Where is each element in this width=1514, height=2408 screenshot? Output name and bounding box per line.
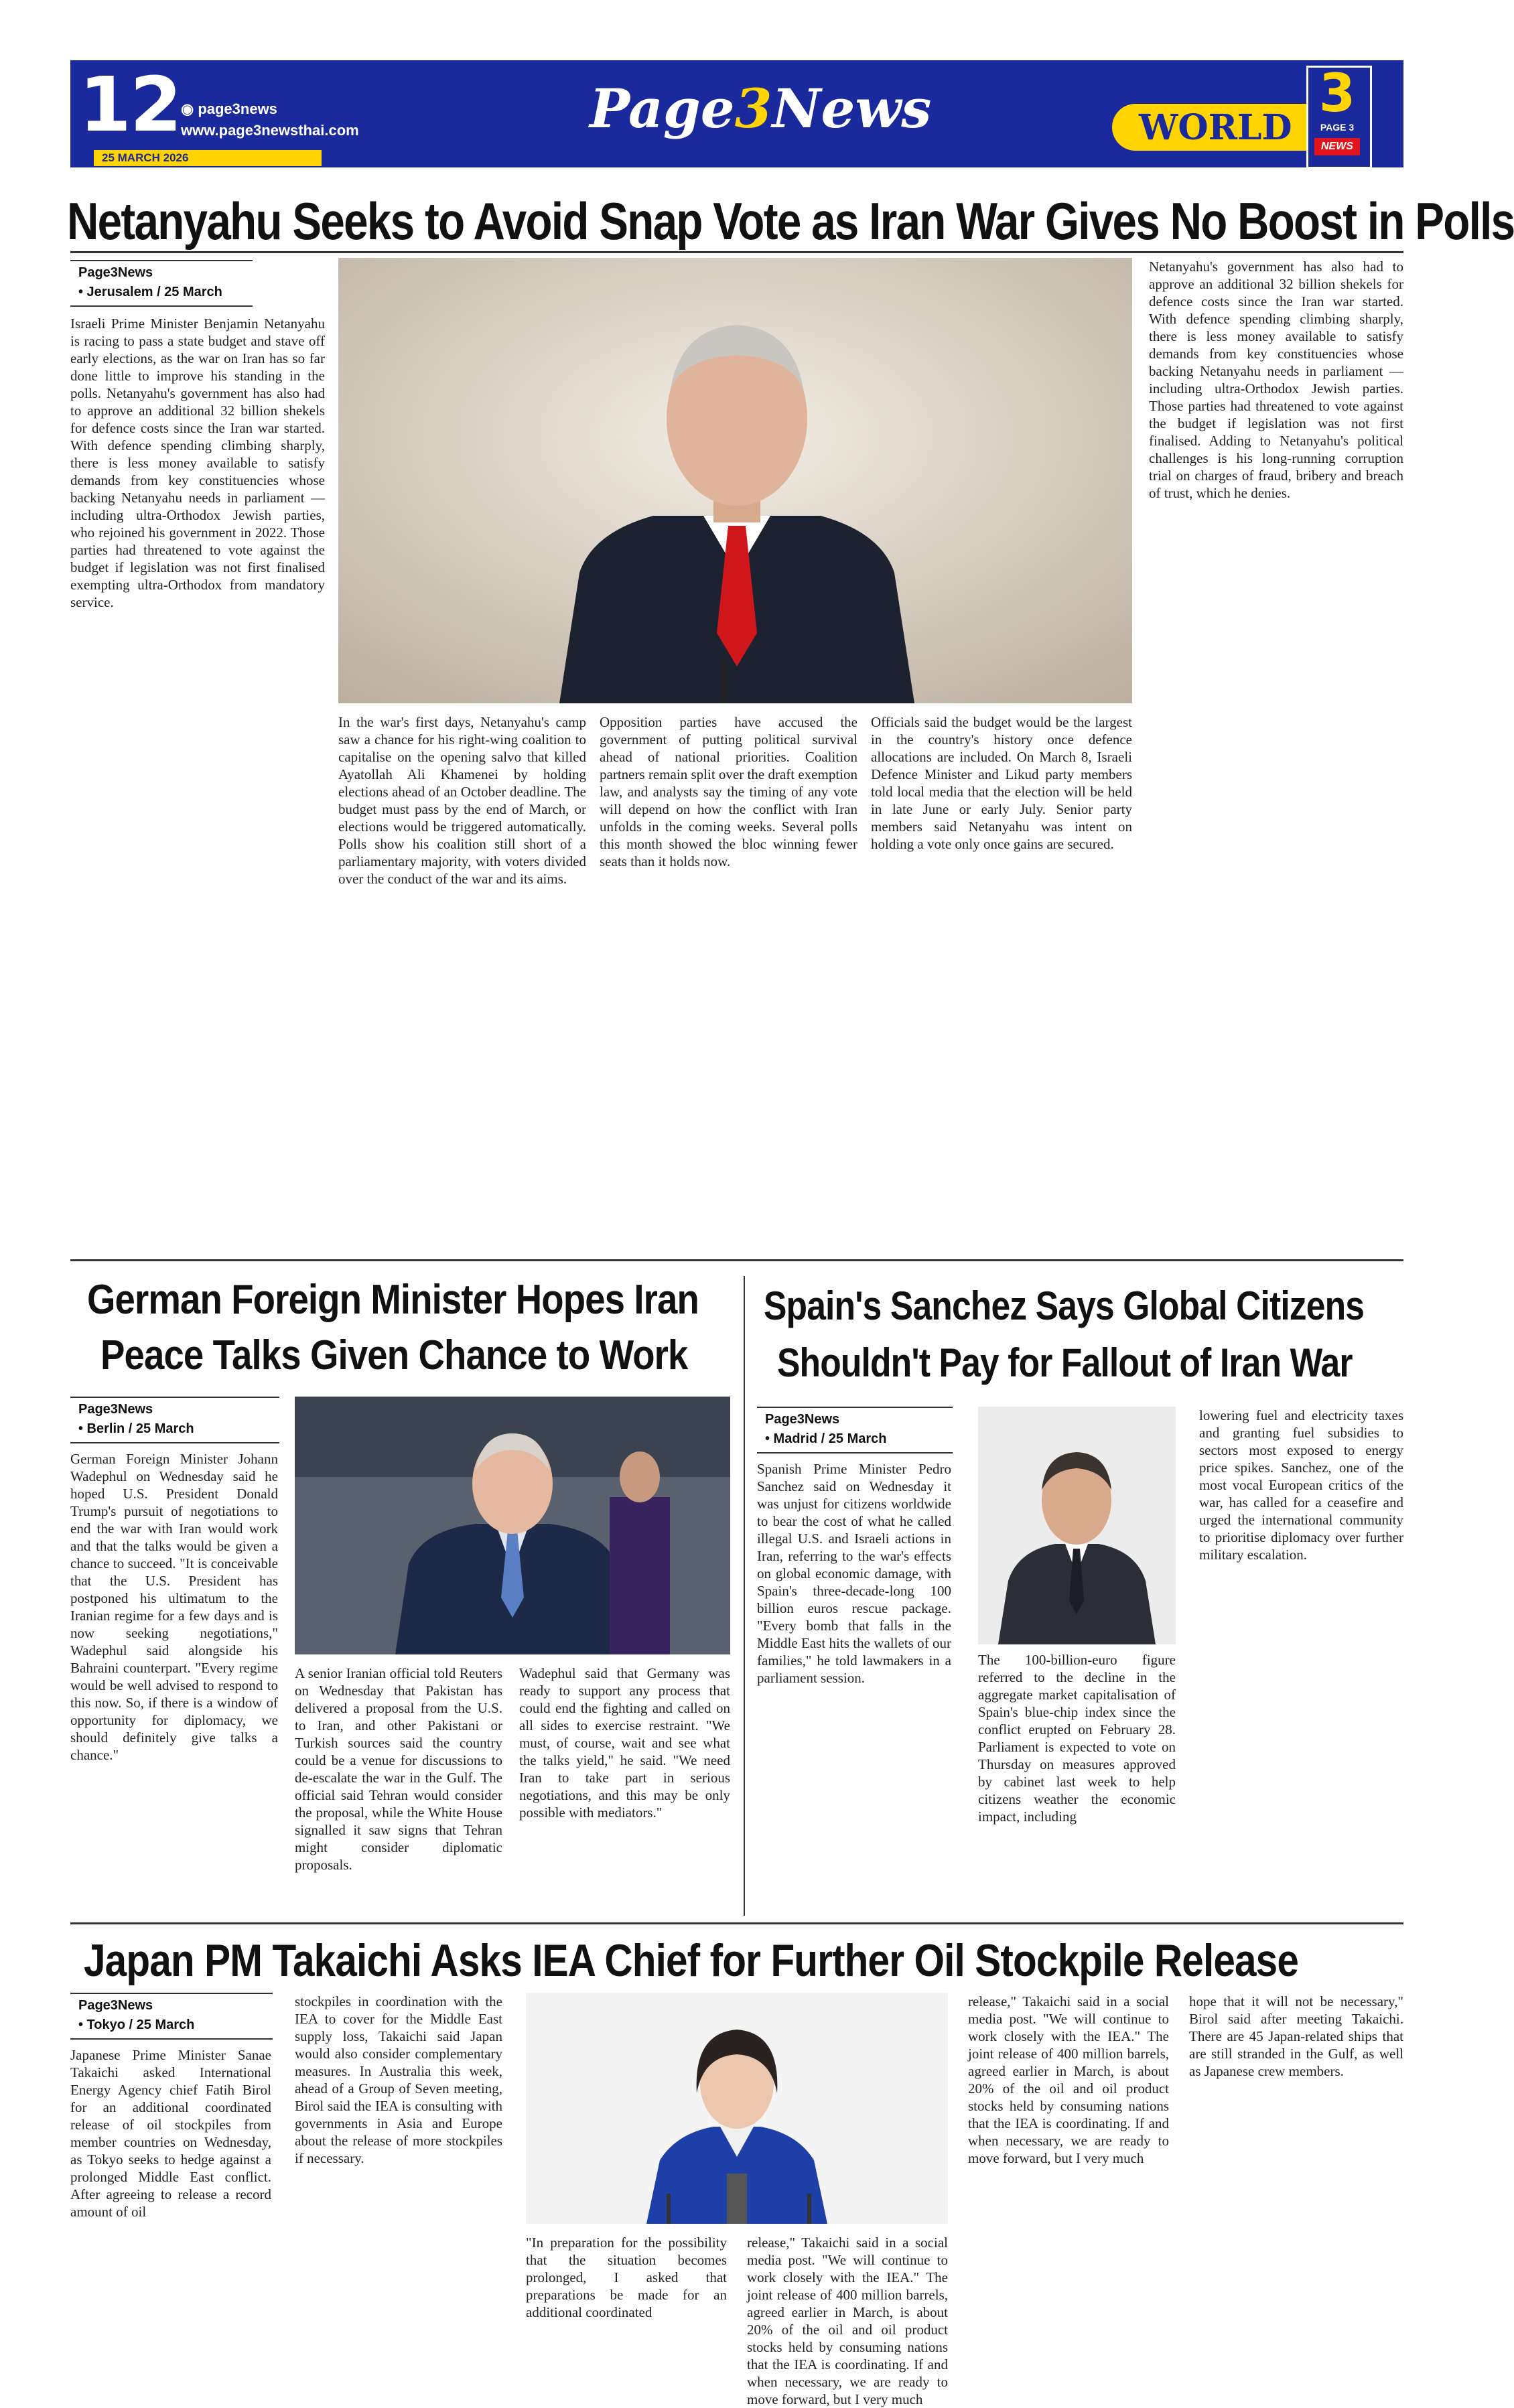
article4-headline: Japan PM Takaichi Asks IEA Chief for Further Oil Stockpile Release: [84, 1935, 1299, 1986]
sanchez-photo-illustration: [978, 1407, 1176, 1644]
brand-logo: [590, 70, 932, 147]
byline-source: Page3News: [78, 265, 153, 280]
byline-place: • Jerusalem / 25 March: [78, 285, 222, 299]
article2-column-1: [70, 1450, 278, 1912]
article4-photo: [526, 1993, 948, 2224]
website-link[interactable]: www.page3newsthai.com: [181, 122, 359, 139]
article1-column-3: [600, 713, 857, 1249]
article1-headline: Netanyahu Seeks to Avoid Snap Vote as Iran War Gives No Boost in Polls: [67, 192, 1514, 251]
byline-source: Page3News: [78, 1402, 153, 1417]
article3-column-1: [757, 1460, 951, 1916]
article4-column-3b: [747, 2234, 948, 2407]
article2-headline-line2: Peace Talks Given Chance to Work: [100, 1332, 688, 1378]
article1-column-1: [70, 315, 325, 1253]
article2-byline: [70, 1397, 279, 1443]
article4-column-2: [295, 1993, 502, 2328]
article4-column-4: [968, 1993, 1169, 2328]
article4-text-5: hope that it will not be necessary," Birol said after meeting Takaichi. There are 45 Japan-related ships that are still stranded in the Gulf, as well as Japanese crew members.: [1189, 1993, 1403, 2079]
article3-text-1: Spanish Prime Minister Pedro Sanchez said on Wednesday it was unjust for citizens worldwide to bear the cost of what he called illegal U.S. and Israeli actions in Iran, referring to the war's effects on global economic damage, with Spain's three-decade-long 100 billion euros rescue package. "Every bomb that falls in the Middle East hits the wallets of our families," he told lawmakers in a parliament session.: [757, 1461, 951, 1686]
brand-three: 3: [734, 77, 772, 140]
article4-text-1: Japanese Prime Minister Sanae Takaichi asked International Energy Agency chief Fatih Birol for an additional coordinated release of oil stockpiles from member countries on Wednesday, as Tokyo seeks to hedge against a prolonged Middle East conflict. After agreeing to release a record amount of oil: [70, 2047, 271, 2220]
article2-headline-line1: German Foreign Minister Hopes Iran: [87, 1277, 699, 1323]
article2-text-1: German Foreign Minister Johann Wadephul on Wednesday said he hoped U.S. President Donald Trump's pursuit of negotiations to end the war with Iran would work and that the talks would be given a chance to succeed. "It is conceivable that the U.S. President has postponed his ultimatum to the Iranian regime for a few days and is now seeking negotiations," Wadephul said alongside his Bahraini counterpart. "Every regime would be well advised to respond to this now. So, if there is a window of opportunity for diplomacy, we should definitely give talks a chance.": [70, 1451, 278, 1763]
badge-page-label: PAGE 3: [1320, 122, 1355, 133]
article3-photo: [978, 1407, 1176, 1644]
article3-text-3: lowering fuel and electricity taxes and granting fuel subsidies to sectors most exposed to energy price spikes. Sanchez, one of the most vocal European critics of the war, has called for a ceasefire and urged the international community to prioritise diplomacy over further military escalation.: [1199, 1407, 1403, 1563]
article3-headline-line2: Shouldn't Pay for Fallout of Iran War: [777, 1340, 1353, 1385]
byline-place: • Tokyo / 25 March: [78, 2017, 195, 2032]
article1-column-4: [871, 713, 1132, 1249]
article1-text-5: Netanyahu's government has also had to approve an additional 32 billion shekels for defence costs since the Iran war started. With defence spending climbing sharply, there is less money available to satisfy demands from key constituencies whose backing Netanyahu needs in parliament — including ultra-Orthodox Jewish parties. Those parties had threatened to vote against the budget if legislation was not first finalised. Adding to Netanyahu's political challenges is his long-running corruption trial on charges of fraud, bribery and breach of trust, which he denies.: [1149, 259, 1403, 501]
byline-source: Page3News: [78, 1998, 153, 2013]
byline-place: • Berlin / 25 March: [78, 1421, 194, 1436]
article1-text-4: Officials said the budget would be the largest in the country's history once defence allocations are included. On March 8, Israeli Defence Minister and Likud party members told local media that the election will be held in late June or early July. Senior party members said Netanyahu was intent on holding a vote only once gains are secured.: [871, 714, 1132, 852]
article1-photo: [338, 258, 1132, 703]
netanyahu-photo-illustration: [338, 258, 1132, 703]
article4-byline: [70, 1993, 273, 2040]
byline-source: Page3News: [765, 1412, 840, 1427]
article1-column-2: [338, 713, 586, 1249]
article2-text-2: A senior Iranian official told Reuters on Wednesday that Pakistan has delivered a proposal from the U.S. to Iran, and other Pakistani or Turkish sources said the country could be a venue for discussions to de-escalate the war in the Gulf. The official said Tehran would consider the proposal, while the White House signalled it saw signs that Tehran might consider diplomatic proposals.: [295, 1665, 502, 1873]
facebook-icon: ◉: [181, 100, 198, 117]
social-handle: [181, 100, 277, 118]
takaichi-photo-illustration: [526, 1993, 948, 2224]
article2-photo: [295, 1397, 730, 1654]
date-bar: [94, 150, 322, 166]
article4-column-5: [1189, 1993, 1403, 2328]
badge-number: 3: [1318, 64, 1356, 124]
brand-word-news: News: [772, 77, 932, 140]
article4-text-4-full: release," Takaichi said in a social media post. "We will continue to work closely with the IEA." The joint release of 400 million barrels, agreed earlier in March, is about 20% of the oil and oil product stocks held by consuming nations that the IEA is coordinating. If and when necessary, we are ready to move forward, but I very much: [968, 1993, 1169, 2166]
column-divider: [744, 1276, 745, 1916]
article1-column-5: [1149, 258, 1403, 1249]
social-handle-text: page3news: [198, 100, 277, 117]
article4-column-3: [526, 2234, 727, 2328]
article3-column-2: [978, 1651, 1176, 1916]
article3-byline: [757, 1407, 953, 1454]
article2-column-2: [295, 1665, 502, 1912]
headline-rule: [70, 251, 1403, 253]
wadephul-photo-illustration: [295, 1397, 730, 1654]
byline-place: • Madrid / 25 March: [765, 1431, 887, 1446]
article4-column-1: [70, 2046, 271, 2328]
section-divider: [70, 1922, 1403, 1924]
article1-text-3: Opposition parties have accused the government of putting political survival ahead of national priorities. Coalition partners remain split over the draft exemption law, and analysts say the timing of any vote will depend on how the conflict with Iran unfolds in the coming weeks. Several polls this month showed the bloc winning fewer seats than it holds now.: [600, 714, 857, 869]
page-number: 12: [79, 62, 181, 149]
article1-text-1: Israeli Prime Minister Benjamin Netanyahu is racing to pass a state budget and stave off early elections, as the war on Iran has so far done little to improve his standing in the polls. Netanyahu's government has also had to approve an additional 32 billion shekels for defence costs since the Iran war started. With defence spending climbing sharply, there is less money available to satisfy demands from key constituencies whose backing Netanyahu needs in parliament — including ultra-Orthodox Jewish parties, who rejoined his government in 2022. Those parties had threatened to vote against the budget if legislation was not first finalised exempting ultra-Orthodox from mandatory service.: [70, 315, 325, 610]
article4-text-4: release," Takaichi said in a social media post. "We will continue to work closely with the IEA." The joint release of 400 million barrels, agreed earlier in March, is about 20% of the oil and oil product stocks held by consuming nations that the IEA is coordinating. If and when necessary, we are ready to move forward, but I very much: [747, 2235, 948, 2407]
issue-date: 25 MARCH 2026: [102, 151, 189, 164]
article2-text-3: Wadephul said that Germany was ready to support any process that could end the fighting and called on all sides to exercise restraint. "We must, of course, wait and see what the talks yield," he said. "We need Iran to take part in serious negotiations, and this may be only possible with mediators.": [519, 1665, 730, 1821]
article3-column-3: [1199, 1407, 1403, 1916]
section-divider: [70, 1259, 1403, 1261]
brand-word-page: Page: [590, 77, 735, 140]
article4-text-3: "In preparation for the possibility that the situation becomes prolonged, I asked that preparations be made for an additional coordinated: [526, 2235, 727, 2320]
badge-news-label: NEWS: [1314, 138, 1360, 155]
article3-headline-line1: Spain's Sanchez Says Global Citizens: [764, 1283, 1365, 1328]
section-label: WORLD: [1139, 107, 1292, 148]
article1-byline: [70, 260, 253, 307]
article4-text-2: stockpiles in coordination with the IEA to cover for the Middle East supply loss, Takaichi said Japan would also consider complementary measures. In Australia this week, ahead of a Group of Seven meeting, Birol said the IEA is consulting with governments in Asia and Europe about the release of more stockpiles if necessary.: [295, 1993, 502, 2166]
article1-text-2: In the war's first days, Netanyahu's camp saw a chance for his right-wing coalition to capitalise on the opening salvo that killed Ayatollah Ali Khamenei by holding elections ahead of an October deadline. The budget must pass by the end of March, or elections would be triggered automatically. Polls show his coalition still short of a parliamentary majority, with voters divided over the conduct of the war and its aims.: [338, 714, 586, 887]
article2-column-3: [519, 1665, 730, 1912]
article3-text-2: The 100-billion-euro figure referred to the decline in the aggregate market capitalisation of Spain's blue-chip index since the conflict erupted on February 28. Parliament is expected to vote on Thursday on measures approved by cabinet last week to help citizens weather the economic impact, including: [978, 1652, 1176, 1825]
